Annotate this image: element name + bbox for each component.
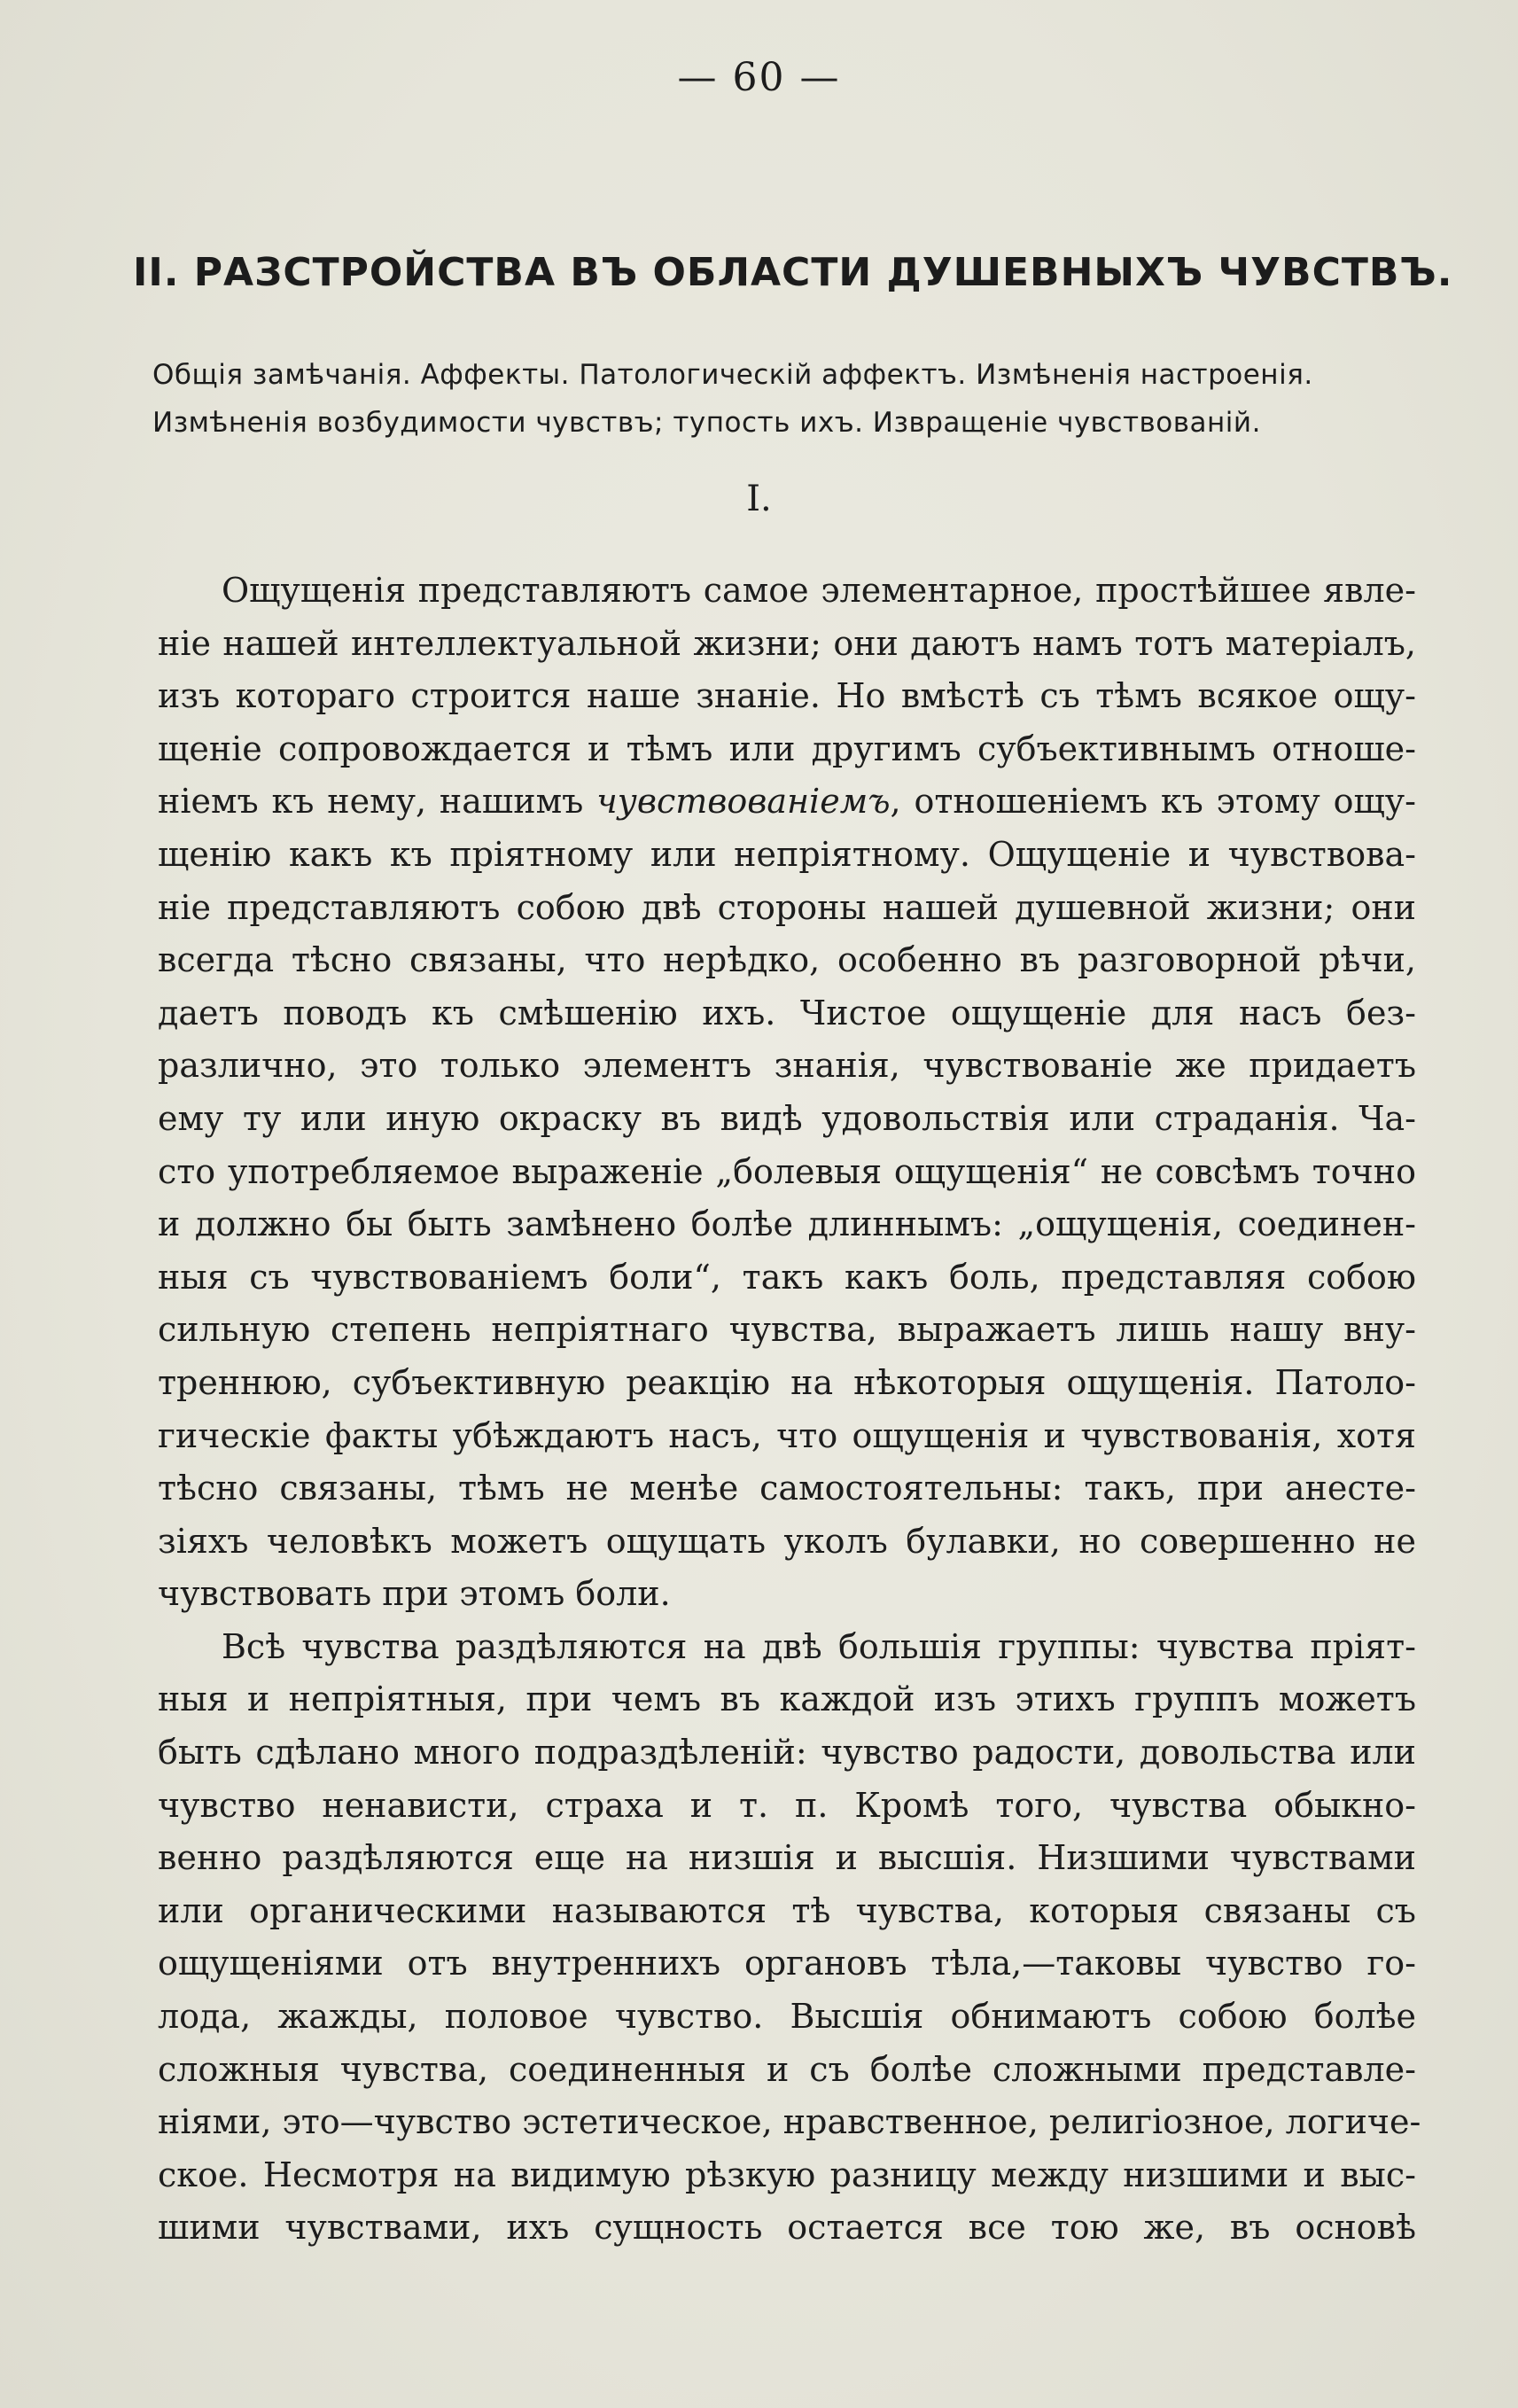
text-line: зіяхъ человѣкъ можетъ ощущать уколъ булавки, но совершенно не bbox=[158, 1521, 1416, 1561]
text-line: или органическими называются тѣ чувства, которыя связаны съ bbox=[158, 1890, 1416, 1930]
text-line: чувство ненависти, страха и т. п. Кромѣ того, чувства обыкно- bbox=[158, 1785, 1416, 1825]
text-line: гическіе факты убѣждаютъ насъ, что ощущенія и чувствованія, хотя bbox=[158, 1415, 1416, 1455]
text-line: ніе нашей интеллектуальной жизни; они даютъ намъ тотъ матеріалъ, bbox=[158, 623, 1416, 663]
text-line: щеніе сопровождается и тѣмъ или другимъ субъективнымъ отноше- bbox=[158, 729, 1416, 768]
chapter-title: II. РАЗСТРОЙСТВА ВЪ ОБЛАСТИ ДУШЕВНЫХЪ ЧУВСТВЪ. bbox=[133, 250, 1453, 295]
section-number: I. bbox=[746, 479, 772, 519]
text-line: ніями, это—чувство эстетическое, нравственное, религіозное, логиче- bbox=[158, 2102, 1421, 2142]
text-line: лода, жажды, половое чувство. Высшія обнимаютъ собою болѣе bbox=[158, 1997, 1416, 2037]
text-line: Ощущенія представляютъ самое элементарное, простѣйшее явле- bbox=[222, 571, 1416, 610]
text-line: чувствовать при этомъ боли. bbox=[158, 1574, 671, 1614]
text-line: ніе представляютъ собою двѣ стороны нашей душевной жизни; они bbox=[158, 887, 1416, 927]
text-line: ощущеніями отъ внутреннихъ органовъ тѣла,—таковы чувство го- bbox=[158, 1944, 1416, 1983]
text-line bbox=[158, 775, 1416, 829]
body-text bbox=[158, 565, 1421, 2255]
text-line: ское. Несмотря на видимую рѣзкую разницу между низшими и выс- bbox=[158, 2155, 1416, 2194]
text-line: сто употребляемое выраженіе „болевыя ощущенія“ не совсѣмъ точно bbox=[158, 1151, 1416, 1191]
page-number: — 60 — bbox=[677, 55, 841, 100]
text-line: сильную степень непріятнаго чувства, выражаетъ лишь нашу вну- bbox=[158, 1310, 1416, 1350]
text-line: треннюю, субъективную реакцію на нѣкоторыя ощущенія. Патоло- bbox=[158, 1362, 1416, 1402]
summary-line: Измѣненія возбудимости чувствъ; тупость ихъ. Извращеніе чувствованій. bbox=[152, 407, 1261, 439]
emphasized-term: чувствованіемъ bbox=[596, 782, 891, 822]
text-line: ныя съ чувствованіемъ боли“, такъ какъ боль, представляя собою bbox=[158, 1257, 1416, 1297]
text-line: быть сдѣлано много подраздѣленій: чувство радости, довольства или bbox=[158, 1733, 1416, 1773]
text-line: венно раздѣляются еще на низшія и высшія. Низшими чувствами bbox=[158, 1838, 1416, 1878]
text-line: и должно бы быть замѣнено болѣе длиннымъ: „ощущенія, соединен- bbox=[158, 1204, 1416, 1244]
text-fragment: ніемъ къ нему, нашимъ bbox=[158, 782, 597, 822]
text-line: всегда тѣсно связаны, что нерѣдко, особенно въ разговорной рѣчи, bbox=[158, 940, 1416, 980]
chapter-summary bbox=[152, 351, 1411, 447]
text-line: тѣсно связаны, тѣмъ не менѣе самостоятельны: такъ, при анесте- bbox=[158, 1469, 1416, 1508]
text-line: ныя и непріятныя, при чемъ въ каждой изъ этихъ группъ можетъ bbox=[158, 1679, 1416, 1719]
text-line: щенію какъ къ пріятному или непріятному. Ощущеніе и чувствова- bbox=[158, 834, 1416, 874]
text-line: различно, это только элементъ знанія, чувствованіе же придаетъ bbox=[158, 1046, 1416, 1086]
text-line: ему ту или иную окраску въ видѣ удовольствія или страданія. Ча- bbox=[158, 1098, 1416, 1138]
text-line: даетъ поводъ къ смѣшенію ихъ. Чистое ощущеніе для насъ без- bbox=[158, 993, 1416, 1033]
text-line: шими чувствами, ихъ сущность остается все тою же, въ основѣ bbox=[158, 2208, 1416, 2248]
text-fragment: , отношеніемъ къ этому ощу- bbox=[890, 782, 1416, 822]
text-line: сложныя чувства, соединенныя и съ болѣе сложными представле- bbox=[158, 2049, 1416, 2089]
summary-line: Общія замѣчанія. Аффекты. Патологическій аффектъ. Измѣненія настроенія. bbox=[152, 359, 1313, 391]
text-line: Всѣ чувства раздѣляются на двѣ большія группы: чувства пріят- bbox=[222, 1626, 1416, 1666]
text-line: изъ котораго строится наше знаніе. Но вмѣстѣ съ тѣмъ всякое ощу- bbox=[158, 676, 1416, 716]
